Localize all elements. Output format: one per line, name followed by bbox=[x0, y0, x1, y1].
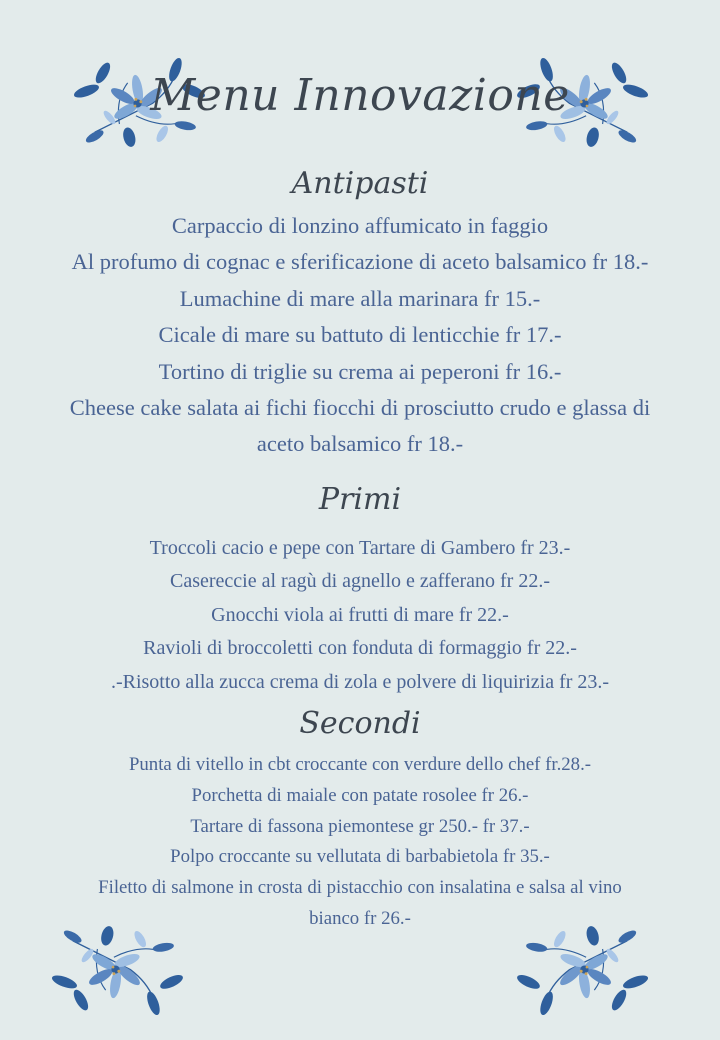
menu-item: Gnocchi viola ai frutti di mare fr 22.- bbox=[211, 603, 509, 626]
menu-item: Filetto di salmone in crosta di pistacchio con insalatina e salsa al vino bbox=[98, 877, 622, 899]
menu-item: Polpo croccante su vellutata di barbabietola fr 35.- bbox=[170, 846, 550, 868]
menu-item: bianco fr 26.- bbox=[309, 907, 411, 929]
section-title-antipasti: Antipasti bbox=[291, 166, 429, 201]
menu-item: Lumachine di mare alla marinara fr 15.- bbox=[179, 285, 541, 311]
section-title-secondi: Secondi bbox=[299, 706, 421, 741]
menu-item: Ravioli di broccoletti con fonduta di formaggio fr 22.- bbox=[143, 637, 577, 660]
menu-item: Cheese cake salata ai fichi fiocchi di prosciutto crudo e glassa di bbox=[69, 394, 651, 420]
menu-item: Carpaccio di lonzino affumicato in faggio bbox=[171, 213, 549, 238]
menu-item: aceto balsamico fr 18.- bbox=[256, 431, 464, 457]
menu-item: Tartare di fassona piemontese gr 250.- fr 37.- bbox=[190, 815, 530, 837]
menu-item: Troccoli cacio e pepe con Tartare di Gambero fr 23.- bbox=[149, 537, 571, 559]
section-title-primi: Primi bbox=[318, 482, 402, 517]
menu-item: .-Risotto alla zucca crema di zola e polvere di liquirizia fr 23.- bbox=[110, 670, 610, 693]
menu-item: Porchetta di maiale con patate rosolee fr 26.- bbox=[191, 784, 529, 806]
menu-item: Tortino di triglie su crema ai peperoni fr 16.- bbox=[158, 358, 562, 384]
primi-list bbox=[0, 532, 720, 699]
antipasti-list bbox=[0, 208, 720, 463]
menu-item: Casereccie al ragù di agnello e zafferano fr 22.- bbox=[170, 570, 550, 593]
menu-item: Cicale di mare su battuto di lenticchie fr 17.- bbox=[158, 322, 562, 348]
menu-title: Menu Innovazione bbox=[150, 70, 570, 121]
menu-item: Al profumo di cognac e sferificazione di aceto balsamico fr 18.- bbox=[71, 249, 649, 275]
secondi-list bbox=[0, 750, 720, 935]
menu-item: Punta di vitello in cbt croccante con verdure dello chef fr.28.- bbox=[128, 754, 592, 775]
